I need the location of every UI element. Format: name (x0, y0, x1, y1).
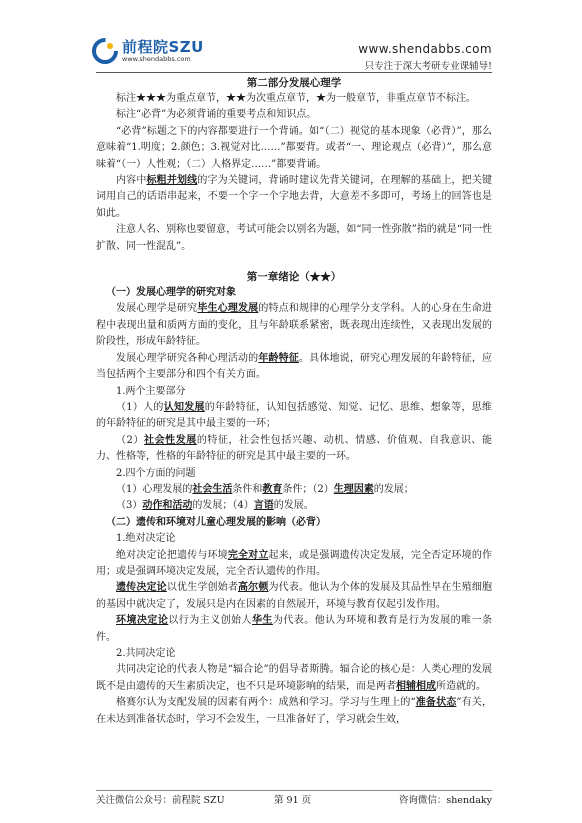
paragraph: 注意人名、别称也要留意，考试可能会以别名为题，如“同一性弥散”指的就是“同一性扩散、同一性混乱”。 (96, 224, 492, 252)
paragraph: 标注“必背”为必须背诵的重要考点和知识点。 (116, 109, 317, 121)
page-footer (96, 792, 492, 806)
page-number: 第 91 页 (274, 795, 312, 806)
paragraph (96, 695, 492, 728)
subheading: 2.四个方面的问题 (116, 467, 196, 479)
slogan: 只专注于深大考研专业课辅导! (364, 61, 492, 72)
text: （1）心理发展的 (116, 483, 193, 495)
text: 内容中 (116, 175, 147, 187)
list-item (96, 498, 492, 514)
page-header (0, 0, 582, 72)
text: 的年龄特征，认知包括感觉、知觉、记忆、思维、想象等，思维的年龄特征的研究是其中最主要的一环； (96, 401, 492, 430)
text: 的特征，社会性包括兴趣、动机、情感、价值观、自我意识、能力、性格等，性格的年龄特征的研究是其中最主要的一环。 (96, 434, 492, 463)
chapter-title: 第一章绪论（★★） (246, 271, 342, 284)
keyword: 遗传决定论 (116, 582, 167, 594)
section-heading: （二）遗传和环境对儿童心理发展的影响（必背） (106, 516, 326, 528)
text: 起来，或是强调遗传决定发展，完全否定环境的作用；或是强调环境决定发展，完全否认遗传的作用。 (96, 549, 493, 577)
text: 的发展； (373, 483, 414, 495)
logo-mark-icon (92, 38, 118, 64)
text: 为代表。他认为环境和教育是行为发展的唯一条件。 (96, 615, 493, 643)
text: 条件；（2） (282, 483, 334, 495)
keyword: 年龄特征 (258, 352, 300, 364)
text: 条件和 (232, 483, 263, 495)
logo-url: www.shendabbs.com (122, 55, 191, 63)
paragraph (96, 580, 492, 613)
text: （1）人的 (116, 401, 164, 413)
keyword: 认知发展 (163, 401, 205, 413)
text: （3） (116, 500, 143, 512)
keyword: 完全对立 (227, 549, 269, 561)
text: 的特点和规律的心理学分支学科。人的心身在生命进程中表现出量和质两方面的变化，且与年龄联系紧密，既表现出连续性，又表现出发展的阶段性，形成年龄特征。 (96, 303, 493, 348)
paragraph (96, 173, 492, 222)
keyword: 环境决定论 (116, 615, 169, 627)
logo (92, 36, 202, 70)
paragraph: 标注★★★为重点章节，★★为次重点章节，★为一般章节，非重点章节不标注。 (116, 93, 476, 104)
header-divider (96, 72, 492, 73)
footer-divider (96, 790, 492, 791)
keyword: 言语 (253, 500, 274, 512)
keyword: 华生 (251, 615, 273, 627)
keyword: 相辅相成 (396, 680, 436, 692)
logo-name: 前程院SZU (122, 38, 204, 56)
keyword: 生理因素 (333, 483, 374, 495)
keyword: 教育 (262, 483, 283, 495)
text: 所造就的。 (436, 680, 486, 692)
keyword: 社会生活 (192, 483, 233, 495)
keyword: 毕生心理发展 (197, 303, 259, 315)
paragraph (96, 662, 492, 695)
site-url: www.shendabbs.com (358, 42, 492, 56)
text: （2） (116, 434, 145, 446)
footer-contact: 咨询微信：shendaky (398, 795, 492, 806)
list-item (96, 400, 492, 433)
text: 以优生学创始者 (166, 582, 239, 594)
footer-wechat-account: 关注微信公众号：前程院 SZU (96, 795, 225, 806)
section-heading: （一）发展心理学的研究对象 (106, 287, 236, 299)
paragraph (96, 548, 492, 581)
text: 为代表。他认为个体的发展及其品性早在生殖细胞的基因中就决定了，发展只是内在因素的自然展开，环境与教育仅起引发作用。 (96, 582, 493, 610)
keyword: 动作和活动 (142, 500, 193, 512)
keyword: 高尔顿 (238, 582, 269, 594)
text: 以行为主义创始人 (168, 615, 252, 627)
text: 的发展；（4） (192, 500, 254, 512)
text: 的字为关键词，背诵时建议先背关键词，在理解的基础上，把关键词用自己的话语串起来，不要一个字一个字地去背，大意差不多即可，考场上的回答也是如此。 (96, 175, 493, 219)
part-title: 第二部分发展心理学 (246, 77, 342, 89)
text: 发展心理学是研究 (116, 303, 198, 315)
keyword: 准备状态 (415, 697, 457, 709)
list-item (96, 482, 492, 498)
list-item (96, 433, 492, 466)
text: 格赛尔认为支配发展的因素有两个：成熟和学习。学习与生理上的“ (116, 697, 416, 709)
paragraph (96, 613, 492, 646)
text: ”有关，在未达到准备状态时，学习不会发生，一旦准备好了，学习就会生效， (96, 697, 492, 725)
subheading: 2.共同决定论 (116, 648, 176, 659)
keyword: 标粗并划线 (146, 175, 198, 187)
text: 。具体地说，研究心理发展的年龄特征，应当包括两个主要部分和四个有关方面。 (96, 352, 493, 381)
paragraph: “必背”标题之下的内容都要进行一个背诵。如“（二）视觉的基本现象（必背）”，那么意味着“1.明度；2.颜色；3.视觉对比……”都要背。或者“一、理论观点（必背）”，那么意味着“（一）人性观；（二）人格界定……”都要背诵。 (96, 125, 492, 170)
text: 发展心理学研究各种心理活动的 (116, 352, 259, 364)
page-body (96, 75, 492, 728)
paragraph (96, 351, 492, 384)
keyword: 社会性发展 (144, 434, 197, 446)
paragraph (96, 301, 492, 350)
text: 共同决定论的代表人物是“辐合论”的倡导者斯腾。辐合论的核心是：人类心理的发展既不是由遗传的天生素质决定，也不只是环境影响的结果，而是两者 (96, 664, 492, 692)
text: 的发展。 (273, 500, 314, 512)
subheading: 1.绝对决定论 (116, 533, 176, 545)
text: 绝对决定论把遗传与环境 (116, 549, 228, 561)
subheading: 1.两个主要部分 (116, 385, 186, 397)
